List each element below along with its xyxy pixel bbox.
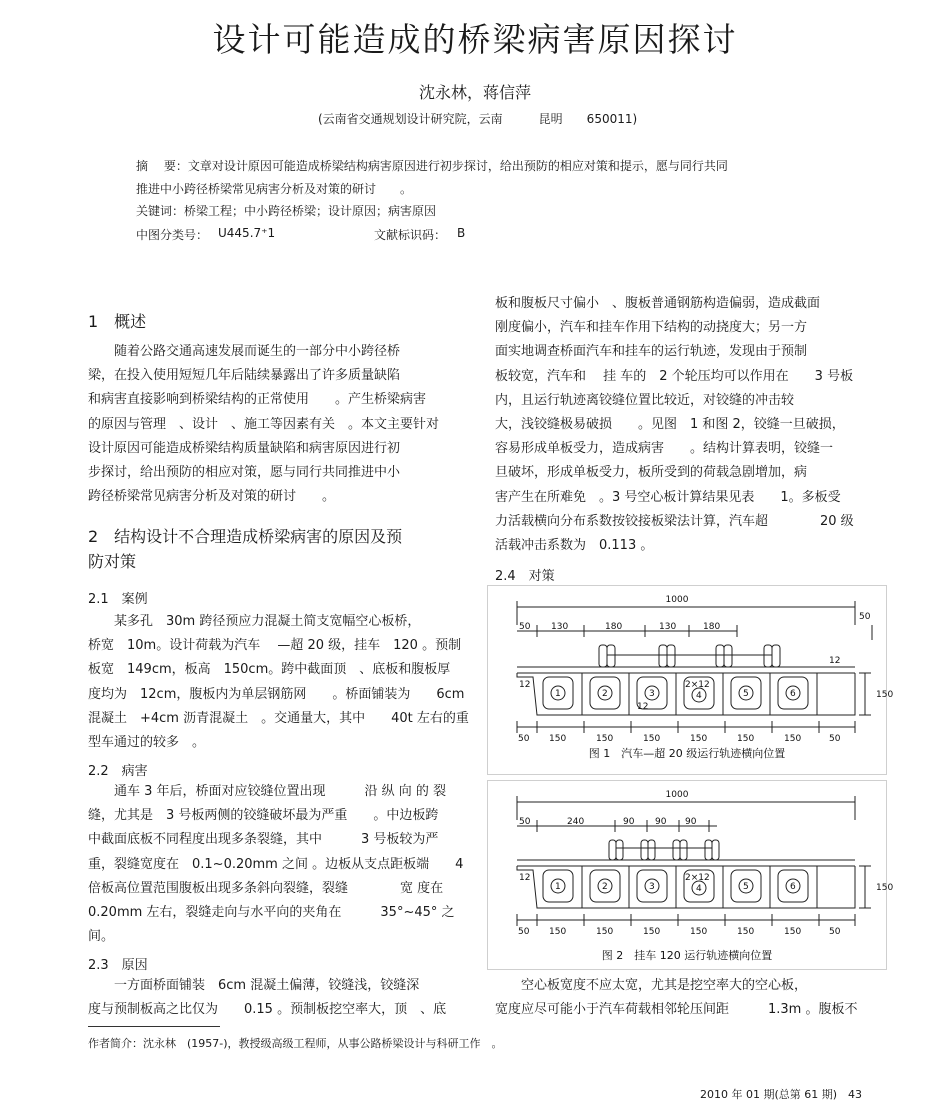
subsection-2-1-heading: 2.1 案例 <box>88 592 148 607</box>
author-affiliation: (云南省交通规划设计研究院，云南 昆明 650011) <box>318 112 638 126</box>
paper-title: 设计可能造成的桥梁病害原因探讨 <box>212 20 738 59</box>
body-line: 通车 3 年后，桥面对应铰缝位置出现 沿 纵 向 的 裂 <box>88 784 447 799</box>
body-line: 板较宽，汽车和 挂 车的 2 个轮压均可以作用在 3 号板 <box>495 368 854 384</box>
fig1-bottom-dim: 150 <box>784 734 802 744</box>
author-footnote: 作者简介：沈永林 (1957-)，教授级高级工程师，从事公路桥梁设计与科研工作 。 <box>88 1037 503 1050</box>
fig1-total-dim: 1000 <box>665 595 689 605</box>
heading-line: 2 结构设计不合理造成桥梁病害的原因及预 <box>88 527 403 546</box>
fig2-cell-number: 6 <box>790 882 796 892</box>
fig2-bottom-dim: 150 <box>643 927 661 937</box>
fig1-top-dim: 130 <box>551 622 569 632</box>
fig1-right-dim: 50 <box>859 612 871 622</box>
fig2-top-dim: 90 <box>655 817 667 827</box>
section-1-body <box>88 340 439 509</box>
fig1-thickness-label: 12 <box>519 680 531 690</box>
fig2-top-dim: 240 <box>567 817 585 827</box>
subsection-2-4-body <box>495 974 857 1022</box>
fig2-cell-number: 1 <box>555 882 561 892</box>
body-line: 梁，在投入使用短短几年后陆续暴露出了许多质量缺陷 <box>88 368 401 384</box>
doc-code-label: 文献标识码： <box>374 228 447 242</box>
body-line: 型车通过的较多 。 <box>88 735 206 751</box>
body-line: 内，且运行轨迹离铰缝位置比较近，对铰缝的冲击较 <box>495 392 795 408</box>
fig1-cell-number: 1 <box>555 689 561 699</box>
fig1-bottom-dim: 50 <box>518 734 530 744</box>
fig2-bottom-dim: 150 <box>737 927 755 937</box>
fig2-bottom-dim: 150 <box>596 927 614 937</box>
fig2-cell-number: 3 <box>649 882 655 892</box>
fig1-cell-number: 3 <box>649 689 655 699</box>
subsection-2-3-heading: 2.3 原因 <box>88 958 148 973</box>
body-line: 力活载横向分布系数按铰接板梁法计算，汽车超 20 级 <box>495 513 854 529</box>
subsection-2-1-body <box>88 610 469 755</box>
body-line: 空心板宽度不应太宽，尤其是挖空率大的空心板， <box>495 978 808 993</box>
paper-authors: 沈永林，蒋信萍 <box>418 83 531 102</box>
body-line: 间。 <box>88 929 115 945</box>
abstract-line-1: 摘 要：文章对设计原因可能造成桥梁结构病害原因进行初步探讨，给出预防的相应对策和提示，愿与同行共同 <box>136 159 728 173</box>
fig2-bottom-dim: 50 <box>829 927 841 937</box>
fig1-top-dim: 130 <box>659 622 677 632</box>
body-line: 重，裂缝宽度在 0.1~0.20mm 之间 。边板从支点距板端 4 <box>88 856 464 872</box>
body-line: 度均为 12cm，腹板内为单层钢筋网 。桥面铺装为 6cm <box>88 686 465 702</box>
body-line: 度与预制板高之比仅为 0.15 。预制板挖空率大，顶 、底 <box>88 1002 447 1018</box>
body-line: 面实地调查桥面汽车和挂车的运行轨迹，发现由于预制 <box>495 344 808 360</box>
body-line: 倍板高位置范围腹板出现多条斜向裂缝，裂缝 宽 度在 <box>88 880 444 896</box>
fig1-cell-number: 2 <box>602 689 608 699</box>
clc-value: U445.7⁺1 <box>218 226 276 240</box>
heading-line: 防对策 <box>88 552 137 571</box>
fig1-cell-number: 4 <box>696 691 702 701</box>
fig2-total-dim: 1000 <box>665 790 689 800</box>
fig1-cell-number: 6 <box>790 689 796 699</box>
body-line: 板和腹板尺寸偏小 、腹板普通钢筋构造偏弱，造成截面 <box>495 296 821 311</box>
fig2-top-dim: 90 <box>623 817 635 827</box>
fig1-thickness-label: 12 <box>829 656 841 666</box>
doc-code-value: B <box>457 226 466 240</box>
fig2-cell-number: 5 <box>743 882 749 892</box>
body-line: 刚度偏小，汽车和挂车作用下结构的动挠度大；另一方 <box>495 320 808 336</box>
fig2-web-label: 2×12 <box>685 873 710 883</box>
subsection-2-2-body <box>88 780 463 949</box>
body-line: 中截面底板不同程度出现多条裂缝，其中 3 号板较为严 <box>88 832 439 848</box>
subsection-2-4-heading: 2.4 对策 <box>495 569 555 584</box>
section-2-heading <box>88 524 402 574</box>
fig2-bottom-dim: 150 <box>690 927 708 937</box>
fig1-top-dim: 180 <box>703 622 721 632</box>
fig1-bottom-dim: 150 <box>549 734 567 744</box>
fig1-cell-number: 5 <box>743 689 749 699</box>
body-line: 容易形成单板受力，造成病害 。结构计算表明，铰缝一 <box>495 441 834 457</box>
fig1-side-dim: 150 <box>876 690 894 700</box>
body-line: 大，浅铰缝极易破损 。见图 1 和图 2，铰缝一旦破损， <box>495 417 845 433</box>
fig2-cell-number: 2 <box>602 882 608 892</box>
fig1-bottom-dim: 150 <box>690 734 708 744</box>
body-line: 跨径桥梁常见病害分析及对策的研讨 。 <box>88 489 336 505</box>
clc-label: 中图分类号： <box>136 228 209 242</box>
section-1-heading: 1 概述 <box>88 312 147 331</box>
body-line: 板宽 149cm，板高 150cm。跨中截面顶 、底板和腹板厚 <box>88 662 451 678</box>
fig2-top-dim: 50 <box>519 817 531 827</box>
fig1-thickness-label: 12 <box>637 702 649 712</box>
body-line: 某多孔 30m 跨径预应力混凝土简支宽幅空心板桥， <box>88 614 421 629</box>
fig2-cell-number: 4 <box>696 884 702 894</box>
body-line: 步探讨，给出预防的相应对策，愿与同行共同推进中小 <box>88 465 401 481</box>
body-line: 害产生在所难免 。3 号空心板计算结果见表 1。多板受 <box>495 489 841 505</box>
subsection-2-2-heading: 2.2 病害 <box>88 764 148 779</box>
body-line: 设计原因可能造成桥梁结构质量缺陷和病害原因进行初 <box>88 440 401 456</box>
fig2-bottom-dim: 150 <box>549 927 567 937</box>
body-line: 的原因与管理 、设计 、施工等因素有关 。本文主要针对 <box>88 416 440 432</box>
body-line: 和病害直接影响到桥梁结构的正常使用 。产生桥梁病害 <box>88 392 427 408</box>
fig1-bottom-dim: 50 <box>829 734 841 744</box>
figure-2-caption: 图 2 挂车 120 运行轨迹横向位置 <box>601 949 773 962</box>
fig1-web-label: 2×12 <box>685 680 710 690</box>
page-footer: 2010 年 01 期(总第 61 期) 43 <box>700 1088 863 1101</box>
fig2-top-dim: 90 <box>685 817 697 827</box>
right-column-body <box>495 292 854 558</box>
fig1-top-dim: 180 <box>605 622 623 632</box>
body-line: 混凝土 +4cm 沥青混凝土 。交通量大，其中 40t 左右的重 <box>88 710 469 726</box>
fig1-bottom-dim: 150 <box>643 734 661 744</box>
body-line: 缝，尤其是 3 号板两侧的铰缝破坏最为严重 。中边板跨 <box>88 808 439 824</box>
subsection-2-3-body <box>88 974 446 1022</box>
body-line: 旦破坏，形成单板受力，板所受到的荷载急剧增加，病 <box>495 465 808 481</box>
figure-1-cross-section <box>487 585 894 775</box>
abstract-line-2: 推进中小跨径桥梁常见病害分析及对策的研讨 。 <box>136 182 413 196</box>
fig1-top-dim: 50 <box>519 622 531 632</box>
fig2-bottom-dim: 50 <box>518 927 530 937</box>
keywords: 关键词：桥梁工程；中小跨径桥梁；设计原因；病害原因 <box>136 204 437 218</box>
body-line: 活载冲击系数为 0.113 。 <box>495 538 654 554</box>
body-line: 一方面桥面铺装 6cm 混凝土偏薄，铰缝浅，铰缝深 <box>88 978 420 993</box>
figure-2-cross-section <box>487 780 894 970</box>
fig1-bottom-dim: 150 <box>737 734 755 744</box>
fig2-thickness-label: 12 <box>519 873 531 883</box>
footnote-divider <box>88 1026 220 1027</box>
body-line: 0.20mm 左右，裂缝走向与水平向的夹角在 35°~45° 之 <box>88 905 455 921</box>
body-line: 桥宽 10m。设计荷载为汽车 —超 20 级，挂车 120 。预制 <box>88 638 462 654</box>
fig1-bottom-dim: 150 <box>596 734 614 744</box>
figure-1-caption: 图 1 汽车—超 20 级运行轨迹横向位置 <box>588 747 786 760</box>
fig2-side-dim: 150 <box>876 883 894 893</box>
body-line: 随着公路交通高速发展而诞生的一部分中小跨径桥 <box>88 344 401 359</box>
fig2-bottom-dim: 150 <box>784 927 802 937</box>
body-line: 宽度应尽可能小于汽车荷载相邻轮压间距 1.3m 。腹板不 <box>495 1002 858 1018</box>
